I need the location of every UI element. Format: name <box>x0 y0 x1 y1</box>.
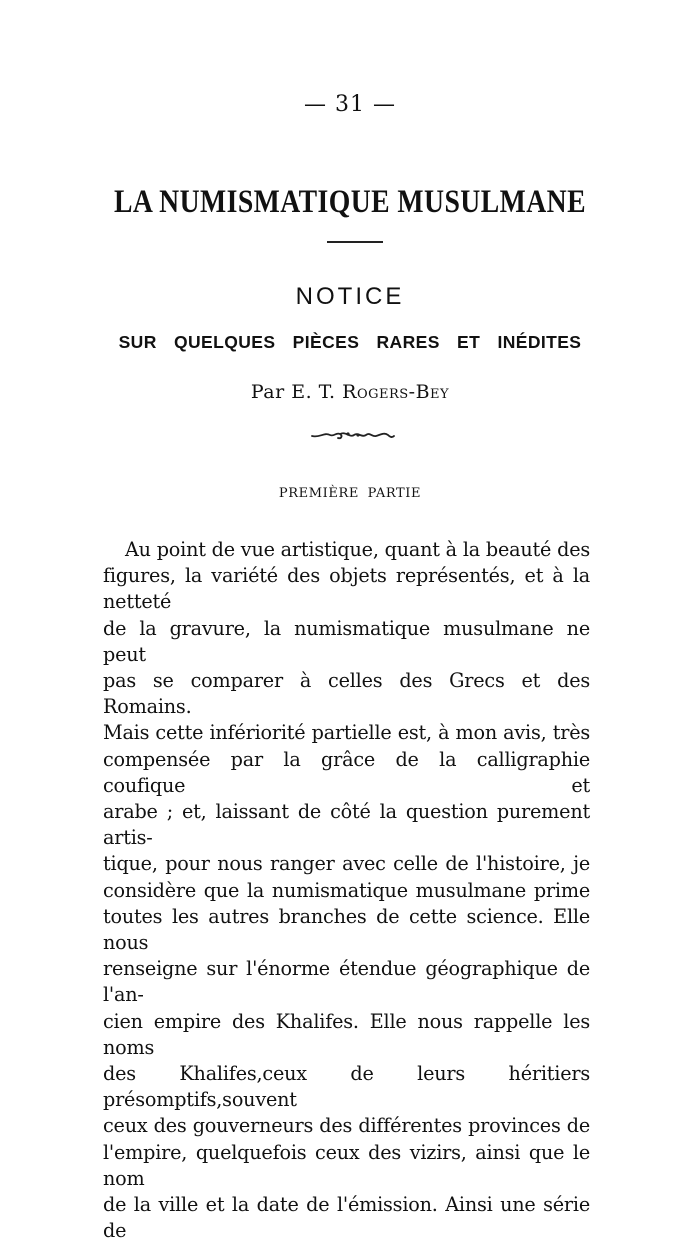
section-heading: PREMIÈRE PARTIE <box>278 486 422 501</box>
body-line: l'empire, quelquefois ceux des vizirs, ainsi que le nom <box>103 1140 590 1190</box>
page-number: — 31 — <box>304 92 396 117</box>
body-line: ceux des gouverneurs des différentes provinces de <box>103 1114 590 1138</box>
body-line: de la ville et la date de l'émission. Ainsi une série de <box>103 1193 590 1243</box>
body-line: Mais cette infériorité partielle est, à mon avis, très <box>103 721 590 745</box>
author-prefix: Par E. T. <box>250 381 343 403</box>
body-line: pas se comparer à celles des Grecs et des Romains. <box>103 669 590 719</box>
body-line: Au point de vue artistique, quant à la beauté des <box>125 538 590 561</box>
body-line: compensée par la grâce de la calligraphie coufique et <box>103 747 590 797</box>
author-name: Rogers-Bey <box>342 381 450 403</box>
body-line: renseigne sur l'énorme étendue géographique de l'an- <box>103 957 590 1007</box>
body-line: tique, pour nous ranger avec celle de l'histoire, je <box>103 852 590 876</box>
ornament-divider <box>310 428 396 442</box>
title-divider <box>327 241 383 243</box>
body-line: arabe ; et, laissant de côté la question purement artis- <box>103 800 590 850</box>
body-line: considère que la numismatique musulmane prime <box>103 878 590 902</box>
body-line: de la gravure, la numismatique musulmane ne peut <box>103 616 590 666</box>
body-line: des Khalifes,ceux de leurs héritiers présomptifs,souvent <box>103 1062 590 1112</box>
article-title: LA NUMISMATIQUE MUSULMANE <box>113 184 587 220</box>
body-paragraph <box>103 537 590 1244</box>
notice-heading: NOTICE <box>295 283 405 310</box>
body-line: toutes les autres branches de cette science. Elle nous <box>103 904 590 955</box>
author-line <box>0 381 700 403</box>
body-line: cien empire des Khalifes. Elle nous rappelle les noms <box>103 1009 590 1059</box>
body-line: figures, la variété des objets représentés, et à la netteté <box>103 564 590 614</box>
article-subtitle: SUR QUELQUES PIÈCES RARES ET INÉDITES <box>118 332 582 352</box>
